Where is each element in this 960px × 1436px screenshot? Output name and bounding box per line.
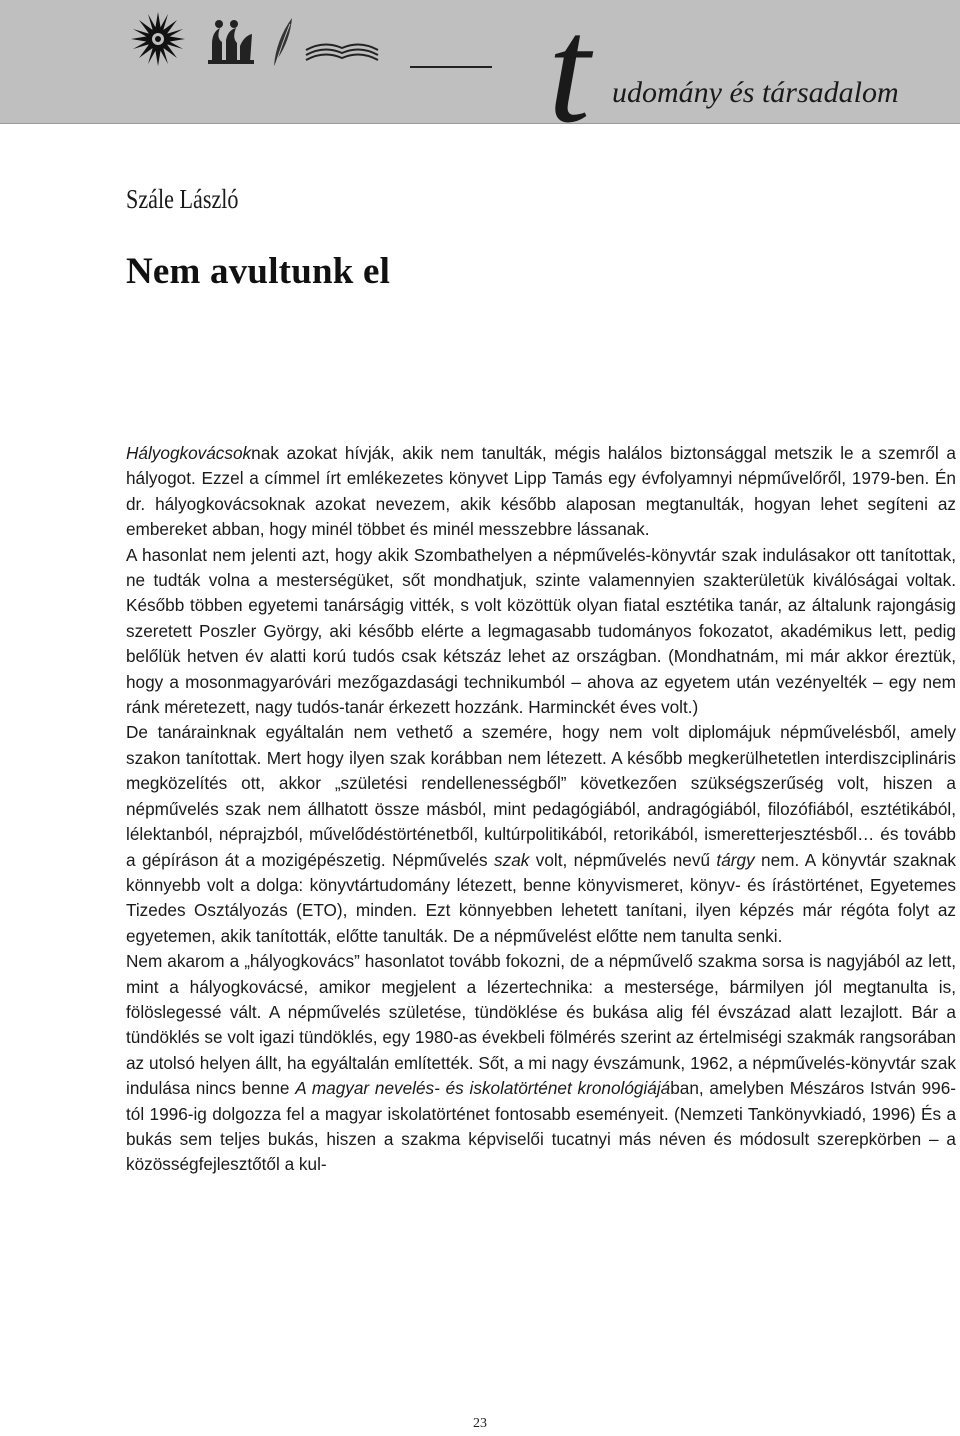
italic-text: A magyar nevelés- és iskolatörténet kronológiájá [295, 1078, 671, 1099]
section-initial-letter: t [548, 0, 591, 154]
section-title: udomány és társadalom [612, 76, 899, 109]
open-book-icon [306, 44, 378, 60]
paragraph-text: De tanárainknak egyáltalán nem vethető a szemére, hogy nem volt diplomájuk népművelésből, amely szakon tanítottak. Mert hogy ilyen szak korábban nem létezett. A később megkerülhetetlen interdiszciplináris megközelítés ott, akkor „születési rendellenességből” következően szükségszerűség volt, hiszen a népművelés szak nem állhatott össze másból, mint pedagógiából, andragógiából, filozófiából, esztétikából, lélektanból, néprajzból, művelődéstörténetből, kultúrpolitikából, retorikából, ismeretterjesztésből… és tovább a gépíráson át a mozigépészetig. Népművelés [126, 722, 956, 870]
header-logo [124, 10, 384, 68]
paragraph-text: Nem akarom a „hályogkovács” hasonlatot tovább fokozni, de a népművelő szakma sorsa is nagyjából az lett, mint a hályogkovácsé, amikor megjelent a lézertechnika: a mestersége, bármilyen jól megtanulta is, fölöslegessé vált. A népművelés születése, tündöklése és bukása alig fél évszázad alatt lezajlott. Bár a tündöklés se volt igazi tündöklés, egy 1980-as évekbeli fölmérés szerint az értelmiségi szakmák rangsorában az utolsó helyen állt, ha egyáltalán említették. Sőt, a mi nagy évszámunk, 1962, a népművelés-könyvtár szak indulása nincs benne [126, 951, 956, 1099]
italic-text: Hályogkovácsok [126, 443, 252, 463]
article-body [126, 441, 956, 1178]
body-paragraph [126, 441, 956, 543]
page-number: 23 [473, 1416, 487, 1431]
figures-icon [208, 20, 254, 64]
paragraph-text: ban, amelyben Mészáros István 996-tól 1996-ig dolgozza fel a magyar iskolatörténet fontosabb eseményeit. (Nemzeti Tankönyvkiadó, 1996) És a bukás sem teljes bukás, hiszen a szakma képviselői tucatnyi más néven és módosult szerepkörben – a közösségfejlesztőtől a kul- [126, 1078, 956, 1175]
paragraph-text: A hasonlat nem jelenti azt, hogy akik Szombathelyen a népművelés-könyvtár szak indulásakor ott tanítottak, ne tudták volna a mesterségüket, sőt mondhatjuk, szinte valamennyien szakterületük kiválóságai voltak. Később többen egyetemi tanárságig vitték, s volt közöttük olyan fiatal esztétika tanár, az általunk rajongásig szeretett Poszler György, aki később elérte a legmagasabb tudományos fokozatot, akadémikus lett, pedig belőlük hetven év alatti korú tudós csak kétszáz lehet az országban. (Mondhatnám, mi már akkor éreztük, hogy a mosonmagyaróvári mezőgazdasági technikumból – ahova az egyetem után vezényelték – egy nem ránk méretezett, nagy tudós-tanár érkezett hozzánk. Harminckét éves volt.) [126, 544, 956, 718]
author-name: Szále László [126, 184, 239, 214]
paragraph-text: nem. A könyvtár szaknak könnyebb volt a dolga: könyvtártudomány létezett, benne könyvismeret, könyv- és írástörténet, Egyetemes Tizedes Osztályozás (ETO), minden. Ezt könnyebben lehetett tanítani, ilyen képzés már régóta folyt az egyetemen, akik tanították, előtte tanulták. De a népművelést előtte nem tanulta senki. [126, 849, 957, 946]
italic-text: tárgy [716, 849, 755, 870]
italic-text: szak [494, 849, 530, 870]
body-paragraph [126, 720, 956, 949]
header-rule [410, 66, 492, 68]
quill-icon [274, 18, 292, 66]
sunburst-icon [131, 12, 185, 66]
paragraph-text: nak azokat hívják, akik nem tanulták, mégis halálos biztonsággal metszik le a szemről a hályogot. Ezzel a címmel írt emlékezetes könyvet Lipp Tamás egy évfolyamnyi népművelőről, 1979-ben. Én dr. hályogkovácsoknak azokat nevezem, akik később alaposan megtanulták, hogyan lehet segíteni az embereket abban, hogy minél többet és minél messzebbre lássanak. [126, 443, 956, 540]
body-paragraph [126, 949, 956, 1178]
paragraph-text: volt, népművelés nevű [529, 849, 717, 870]
running-header [0, 0, 960, 154]
article-title: Nem avultunk el [126, 251, 391, 292]
body-paragraph [126, 543, 956, 721]
